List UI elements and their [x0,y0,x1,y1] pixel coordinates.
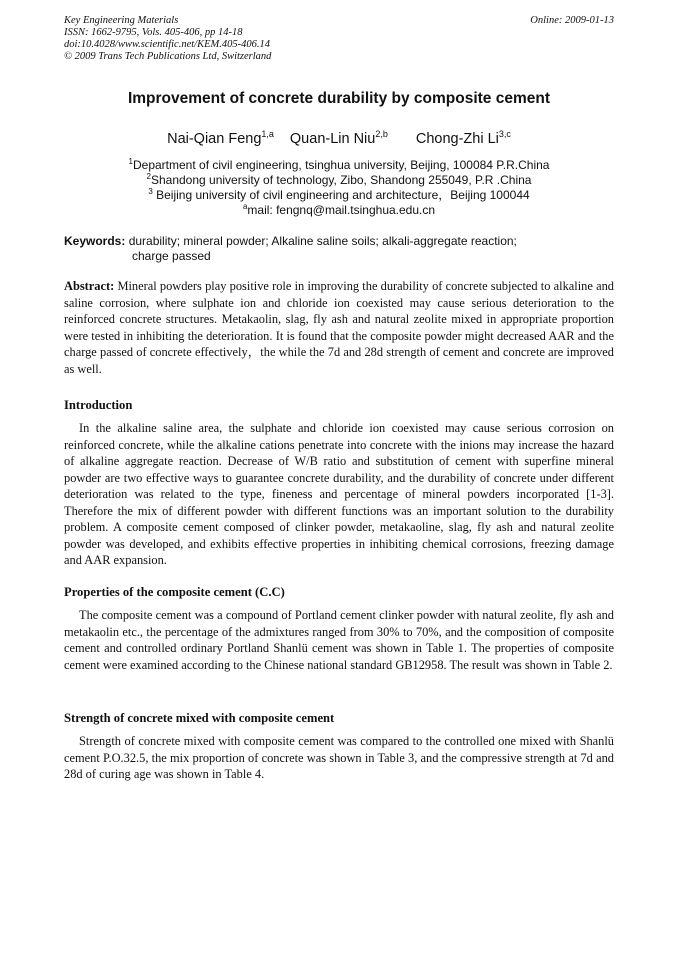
journal-name: Key Engineering Materials [64,15,179,26]
author-name: Chong-Zhi Li [415,131,499,147]
affiliation-sup: 3 [148,187,153,196]
author-sup: 3,c [498,129,511,139]
affiliation-list [0,158,678,218]
keywords-label: Keywords: [64,234,126,248]
keywords-text: durability; mineral powder; Alkaline saline soils; alkali-aggregate reaction; [125,234,517,248]
paper-title: Improvement of concrete durability by composite cement [127,90,551,107]
email-text: mail: fengnq@mail.tsinghua.edu.cn [247,203,436,217]
author-1 [167,131,274,147]
strength-paragraph: Strength of concrete mixed with composite cement was compared to the controlled one mixed with Shanlü cement P.O.32.5, the mix proportion of concrete was shown in Table 3, and the compressive strength at 7d and 28d of curing age was shown in Table 4. [64,734,614,781]
abstract-text: Mineral powders play positive role in improving the durability of concrete subjected to alkaline and saline corrosion, where sulphate ion and chloride ion coexisted may cause serious deterioration to the reinforced concrete structures. Metakaolin, slag, fly ash and natural zeolite mixed in appropriate proportion were tested in inhibiting the deterioration. It is found that the composite powder might decreased AAR and the charge passed of concrete effectively，the while the 7d and 28d strength of cement and concrete are improved as well. [64,279,614,376]
keywords-line-1 [64,234,624,249]
affiliation-text: Beijing university of civil engineering and architecture，Beijing 100044 [152,188,530,202]
author-3 [416,131,511,147]
author-sup: 1,a [261,129,274,139]
section-heading-introduction: Introduction [64,398,133,412]
introduction-paragraph: In the alkaline saline area, the sulphate and chloride ion coexisted may cause serious corrosion on reinforced concrete, while the alkaline cations penetrate into concrete with the inions may increase the hazard of alkaline aggregate reaction. Decrease of W/B ratio and substitution of cement with superfine mineral powder are two effective ways to guarantee concrete durability, and the durability of concrete under different deterioration was related to the type, fineness and percentage of mineral powders incorporated [1-3]. Therefore the mix of different powder with different functions was an important solution to the durability problem. A composite cement composed of clinker powder, metakaoline, slag, fly ash and natural zeolite powder was developed, and exhibits effective properties in inhibiting chemical corrosions, freezing damage and AAR expansion. [64,421,614,567]
affiliation-1 [0,158,678,173]
properties-paragraph: The composite cement was a compound of Portland cement clinker powder with natural zeolite, fly ash and metakaolin etc., the percentage of the admixtures ranged from 30% to 70%, and the composition of composite cement and controlled ordinary Portland Shanlü cement was shown in Table 1. The properties of composite cement were examined according to the Chinese national standard GB12958. The result was shown in Table 2. [64,608,614,672]
affiliation-sup: 1 [128,157,133,166]
abstract-paragraph [64,278,614,377]
author-list [0,131,678,147]
abstract-label: Abstract: [64,279,115,293]
keywords-block [64,234,624,264]
author-name: Quan-Lin Niu [289,131,376,147]
affiliation-sup: a [242,202,248,211]
keywords-line-2: charge passed [132,249,211,263]
affiliation-sup: 2 [146,172,151,181]
journal-header [64,15,624,63]
author-sup: 2,b [375,129,388,139]
author-2 [290,131,388,147]
affiliation-text: Shandong university of technology, Zibo, Shandong 255049, P.R .China [150,173,532,187]
author-name: Nai-Qian Feng [167,131,262,147]
section-heading-strength: Strength of concrete mixed with composite cement [64,711,335,725]
affiliation-text: Department of civil engineering, tsinghua university, Beijing, 100084 P.R.China [132,158,550,172]
online-date: Online: 2009-01-13 [530,15,614,26]
affiliation-2 [0,173,678,188]
copyright-line: © 2009 Trans Tech Publications Ltd, Switzerland [64,51,272,62]
affiliation-email [0,203,678,218]
affiliation-3 [0,188,678,203]
issn-line: ISSN: 1662-9795, Vols. 405-406, pp 14-18 [64,27,243,38]
doi-line: doi:10.4028/www.scientific.net/KEM.405-406.14 [64,39,270,50]
section-heading-properties: Properties of the composite cement (C.C) [64,585,285,599]
